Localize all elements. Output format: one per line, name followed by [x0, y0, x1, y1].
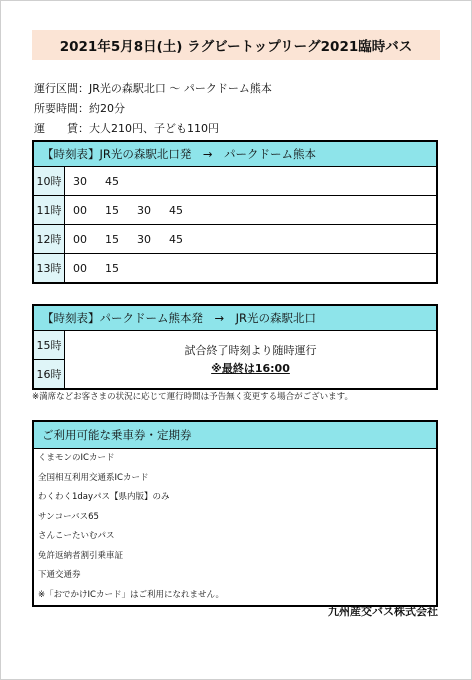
disclaimer-note: ※満席などお客さまの状況に応じて運行時間は予告無く変更する場合がございます。 [32, 392, 353, 402]
minute: 00 [73, 203, 87, 217]
minute: 30 [137, 203, 151, 217]
return-message [65, 331, 436, 388]
minute: 45 [105, 174, 119, 188]
hour-cell: 15時 [34, 331, 64, 360]
hour-cell: 16時 [36, 368, 62, 381]
timetable-return [32, 304, 438, 390]
minute: 30 [73, 174, 87, 188]
minute: 30 [137, 232, 151, 246]
table-row [34, 196, 436, 225]
table-row [34, 225, 436, 254]
title-text: 2021年5月8日(土) ラグビートップリーグ2021臨時バス [59, 39, 413, 55]
list-item: さんこーたいむパス [38, 531, 115, 541]
list-item: 下通交通券 [38, 570, 81, 580]
minutes-cell [65, 196, 436, 224]
minute: 45 [169, 232, 183, 246]
minute: 00 [73, 232, 87, 246]
list-item: 免許返納者割引乗車証 [38, 550, 124, 561]
tickets-header: ご利用可能な乗車券・定期券 [34, 422, 436, 449]
fare-info: 運 賃：大人210円、子ども110円 [34, 122, 219, 135]
timetable-return-header: 【時刻表】パークドーム熊本発 → JR光の森駅北口 [34, 306, 436, 331]
minute: 15 [105, 203, 119, 217]
list-item: くまモンのICカード [38, 453, 115, 463]
hour-column [34, 331, 65, 388]
tickets-table [32, 420, 438, 607]
route-info: 運行区間：JR光の森駅北口 〜 パークドーム熊本 [34, 82, 272, 95]
minutes-cell [65, 254, 436, 282]
page-title [32, 30, 440, 60]
timetable-return-body [34, 331, 436, 388]
hour-cell: 11時 [34, 196, 65, 224]
minutes-cell [65, 167, 436, 195]
list-item: ※「おでかけICカード」はご利用になれません。 [38, 589, 224, 600]
table-row [34, 254, 436, 282]
hour-cell: 12時 [34, 225, 65, 253]
list-item: サンコーバス65 [38, 511, 99, 522]
minutes-cell [65, 225, 436, 253]
list-item: 全国相互利用交通系ICカード [38, 472, 149, 483]
timetable-outbound-header: 【時刻表】JR光の森駅北口発 → パークドーム熊本 [34, 142, 436, 167]
duration-info: 所要時間：約20分 [34, 102, 125, 115]
hour-cell: 10時 [34, 167, 65, 195]
hour-cell: 13時 [34, 254, 65, 282]
timetable-outbound [32, 140, 438, 284]
operation-note: 試合終了時刻より随時運行 [184, 343, 317, 357]
minute: 15 [105, 232, 119, 246]
minute: 45 [169, 203, 183, 217]
minute: 15 [105, 261, 119, 275]
last-departure: ※最終は16:00 [211, 361, 290, 375]
list-item: わくわく1dayパス【県内版】のみ [38, 492, 170, 502]
table-row [34, 167, 436, 196]
company-name: 九州産交バス株式会社 [328, 605, 438, 618]
minute: 00 [73, 261, 87, 275]
